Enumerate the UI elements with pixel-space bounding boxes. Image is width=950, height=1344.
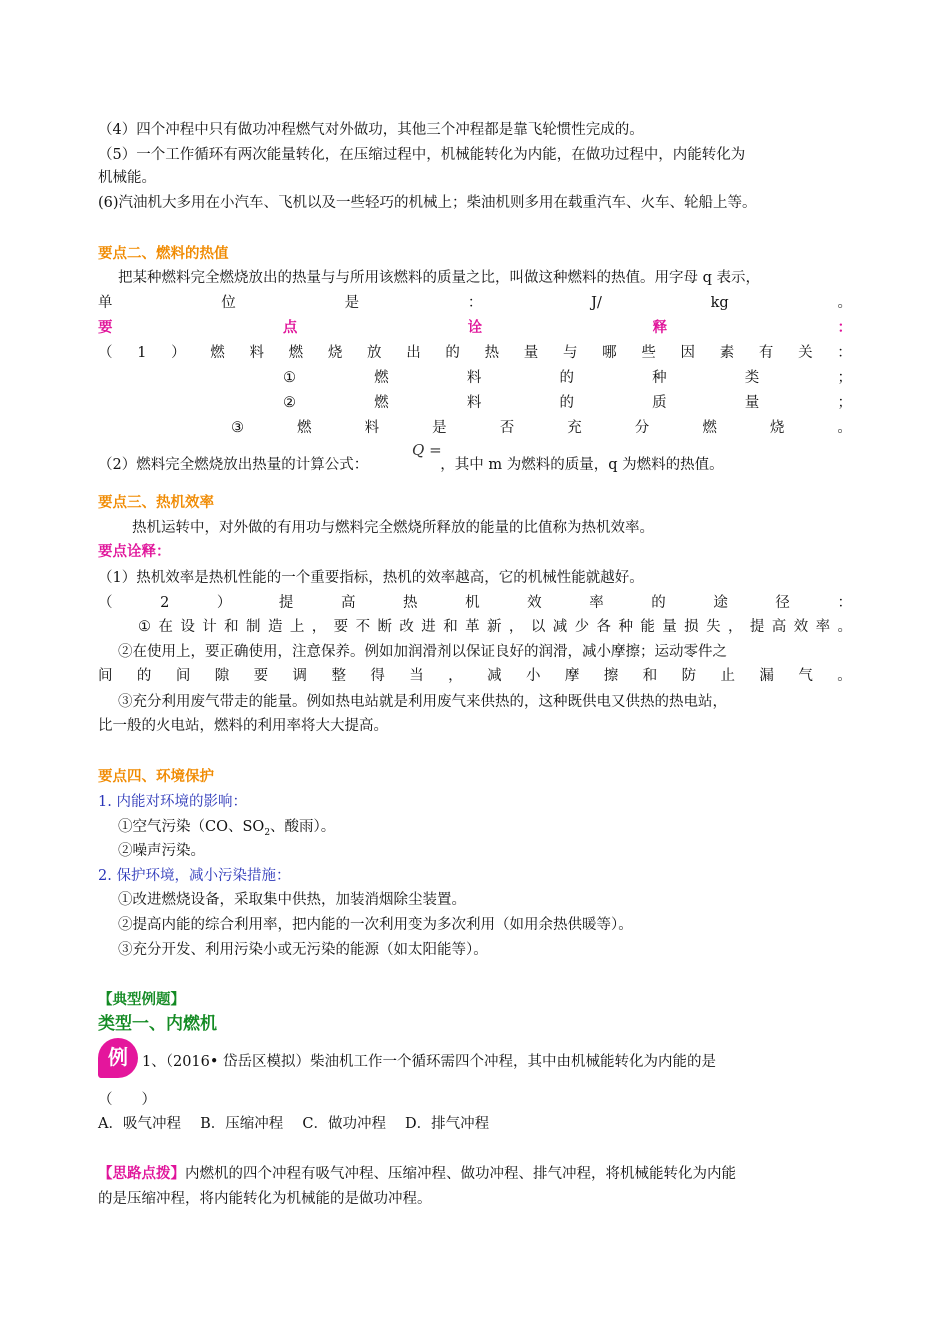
char: 燃: [297, 420, 312, 436]
hint-line-2: 的是压缩冲程，将内能转化为机械能的是做功冲程。: [98, 1191, 432, 1207]
efficiency-item-1: （1）热机效率是热机性能的一个重要指标，热机的效率越高，它的机械性能就越好。: [98, 570, 644, 586]
char: （: [98, 595, 113, 611]
char: 放: [367, 345, 382, 361]
way-1: [98, 617, 852, 637]
char: 整: [331, 668, 346, 684]
char: ①: [138, 619, 151, 635]
char: 损: [684, 619, 699, 635]
char: 料: [466, 395, 482, 411]
way-2-line-2: [98, 666, 852, 686]
char: 防: [681, 668, 697, 684]
char: 热: [484, 345, 500, 361]
char: 的: [559, 395, 574, 411]
char: 。: [837, 619, 852, 635]
char: ：: [837, 345, 852, 361]
char: 不: [355, 619, 371, 635]
char: ②: [283, 395, 296, 411]
formula-q: Q =: [412, 441, 442, 459]
factors-question: [98, 343, 852, 363]
char: 量: [744, 395, 760, 411]
char: J/: [591, 295, 602, 311]
heading-point-4: 要点四、环境保护: [98, 769, 214, 785]
char: 小: [525, 668, 541, 684]
example-badge: 例: [98, 1038, 138, 1078]
char: ）: [171, 345, 186, 361]
typical-examples-heading: 【典型例题】: [98, 992, 185, 1008]
measure-3: ③充分开发、利用污染小或无污染的能源（如太阳能等）。: [118, 942, 488, 958]
char: 释: [652, 320, 668, 336]
char: 能: [640, 619, 655, 635]
point-6-usage: (6)汽油机大多用在小汽车、飞机以及一些轻巧的机械上；柴油机则多用在载重汽车、火车、轮船上等。: [98, 195, 757, 211]
char: 止: [720, 668, 735, 684]
char: 高: [771, 619, 787, 635]
char: 点: [282, 320, 298, 336]
char: kg: [710, 295, 729, 311]
char: ，: [508, 619, 524, 635]
char: 改: [399, 619, 414, 635]
char: ①: [283, 370, 296, 386]
char: 的: [559, 370, 574, 386]
char: 分: [634, 420, 650, 436]
char: 种: [652, 370, 667, 386]
char: ③: [231, 420, 244, 436]
char: 在: [158, 619, 173, 635]
char: 提: [278, 595, 294, 611]
char: 要: [98, 320, 113, 336]
char: 率: [815, 619, 831, 635]
char: 间: [175, 668, 191, 684]
formula-prefix: （2）燃料完全燃烧放出热量的计算公式：: [98, 457, 369, 473]
char: 否: [499, 420, 515, 436]
char: ：: [467, 295, 483, 311]
char: 各: [596, 619, 612, 635]
char: 是: [344, 295, 360, 311]
char: 以: [530, 619, 546, 635]
char: 燃: [288, 345, 304, 361]
char: 漏: [759, 668, 774, 684]
type-1-heading: 类型一、内燃机: [98, 1014, 217, 1034]
char: 关: [798, 345, 813, 361]
heading-point-3: 要点三、热机效率: [98, 495, 214, 511]
formula-line: [98, 455, 852, 475]
efficiency-definition: 热机运转中，对外做的有用功与燃料完全燃烧所释放的能量的比值称为热机效率。: [132, 520, 654, 536]
char: 的: [136, 668, 152, 684]
char: 诠: [467, 320, 483, 336]
char: 有: [758, 345, 774, 361]
char: 些: [641, 345, 656, 361]
char: 燃: [374, 370, 389, 386]
char: 上: [289, 619, 305, 635]
char: 摩: [564, 668, 580, 684]
char: 燃: [702, 420, 717, 436]
char: 失: [706, 619, 721, 635]
char: 充: [567, 420, 582, 436]
char: 计: [202, 619, 217, 635]
char: ；: [837, 395, 852, 411]
factor-1: [98, 368, 852, 388]
heat-value-definition: 把某种燃料完全燃烧放出的热量与与所用该燃料的质量之比，叫做这种燃料的热值。用字母 q 表示，: [118, 270, 760, 286]
char: 少: [574, 619, 590, 635]
char: 1: [137, 345, 147, 361]
question-1-options: A．吸气冲程 B．压缩冲程 C．做功冲程 D．排气冲程: [98, 1116, 490, 1132]
char: 高: [340, 595, 356, 611]
char: 的: [445, 345, 460, 361]
char: 素: [719, 345, 735, 361]
char: 哪: [602, 345, 617, 361]
char: 要: [333, 619, 349, 635]
char: 径: [775, 595, 790, 611]
char: 减: [552, 619, 568, 635]
env-impact-heading: 1. 内能对环境的影响：: [98, 794, 247, 810]
char: 烧: [327, 345, 343, 361]
explain-heading-3: 要点诠释：: [98, 544, 171, 560]
char: （: [98, 345, 113, 361]
point-4-stroke: （4）四个冲程中只有做功冲程燃气对外做功，其他三个冲程都是靠飞轮惯性完成的。: [98, 122, 644, 138]
char: 制: [246, 619, 261, 635]
char: 要: [253, 668, 269, 684]
char: 料: [249, 345, 264, 361]
char: 和: [443, 619, 458, 635]
hint-line-1: 【思路点拨】内燃机的四个冲程有吸气冲程、压缩冲程、做功冲程、排气冲程，将机械能转化为内能: [98, 1165, 736, 1182]
char: 调: [292, 668, 308, 684]
char: 气: [798, 668, 813, 684]
char: 类: [744, 370, 760, 386]
question-1: 1、（2016• 岱岳区模拟）柴油机工作一个循环需四个冲程，其中由机械能转化为内能的是: [142, 1054, 717, 1070]
char: 。: [837, 668, 852, 684]
char: 单: [98, 295, 113, 311]
char: 种: [618, 619, 633, 635]
char: 燃: [210, 345, 225, 361]
char: 料: [364, 420, 380, 436]
explain-heading-2: [98, 318, 852, 338]
char: 量: [662, 619, 677, 635]
factor-2: [98, 393, 852, 413]
char: 热: [403, 595, 418, 611]
char: 提: [749, 619, 765, 635]
char: 造: [267, 619, 283, 635]
char: 设: [180, 619, 195, 635]
char: 2: [160, 595, 170, 611]
char: 出: [406, 345, 421, 361]
char: 。: [837, 420, 852, 436]
char: 效: [793, 619, 809, 635]
hint-label: 【思路点拨】: [98, 1165, 185, 1182]
char: 断: [377, 619, 392, 635]
unit-line: [98, 293, 852, 313]
noise-pollution: ②噪声污染。: [118, 843, 205, 859]
char: 。: [837, 295, 852, 311]
char: 当: [409, 668, 424, 684]
question-1-paren: （ ）: [98, 1092, 156, 1108]
factor-3: [98, 418, 852, 438]
char: 料: [466, 370, 482, 386]
char: 间: [98, 668, 113, 684]
char: ：: [837, 320, 852, 336]
char: 隙: [214, 668, 230, 684]
char: 质: [652, 395, 667, 411]
char: 效: [527, 595, 542, 611]
char: 和: [642, 668, 658, 684]
char: 减: [487, 668, 502, 684]
char: ，: [448, 668, 463, 684]
char: 新: [487, 619, 502, 635]
char: 位: [221, 295, 236, 311]
char: 进: [421, 619, 436, 635]
way-2-line-1: ②在使用上，要正确使用，注意保养。例如加润滑剂以保证良好的润滑，减小摩擦；运动零件之: [118, 644, 727, 660]
char: 和: [224, 619, 239, 635]
char: 烧: [769, 420, 785, 436]
way-3-line-2: 比一般的火电站，燃料的利用率将大大提高。: [98, 718, 388, 734]
char: ，: [311, 619, 327, 635]
char: ；: [837, 370, 852, 386]
char: 革: [465, 619, 480, 635]
char: 机: [465, 595, 480, 611]
air-pollution: ①空气污染（CO、$SO_2$、酸雨）。: [118, 819, 336, 838]
char: ：: [837, 595, 852, 611]
efficiency-item-2: [98, 593, 852, 613]
char: 的: [651, 595, 666, 611]
char: 与: [562, 345, 578, 361]
document-page: [98, 0, 852, 1344]
char: 途: [713, 595, 728, 611]
char: 是: [432, 420, 447, 436]
point-5-cont: 机械能。: [98, 170, 156, 186]
heading-point-2: 要点二、燃料的热值: [98, 246, 229, 262]
char: 燃: [374, 395, 389, 411]
measure-2: ②提高内能的综合利用率，把内能的一次利用变为多次利用（如用余热供暖等）。: [118, 917, 633, 933]
char: 率: [589, 595, 604, 611]
char: ）: [216, 595, 232, 611]
formula-suffix: ，其中 m 为燃料的质量，q 为燃料的热值。: [440, 457, 724, 473]
char: 因: [680, 345, 696, 361]
char: 擦: [603, 668, 619, 684]
char: ，: [727, 619, 743, 635]
way-3-line-1: ③充分利用废气带走的能量。例如热电站就是利用废气来供热的，这种既供电又供热的热电站，: [118, 694, 727, 710]
measure-1: ①改进燃烧设备，采取集中供热，加装消烟除尘装置。: [118, 892, 466, 908]
point-5-stroke: （5）一个工作循环有两次能量转化，在压缩过程中，机械能转化为内能，在做功过程中，内能转化为: [98, 147, 746, 163]
char: 得: [370, 668, 385, 684]
char: 量: [523, 345, 539, 361]
protection-heading: 2. 保护环境，减小污染措施：: [98, 868, 291, 884]
